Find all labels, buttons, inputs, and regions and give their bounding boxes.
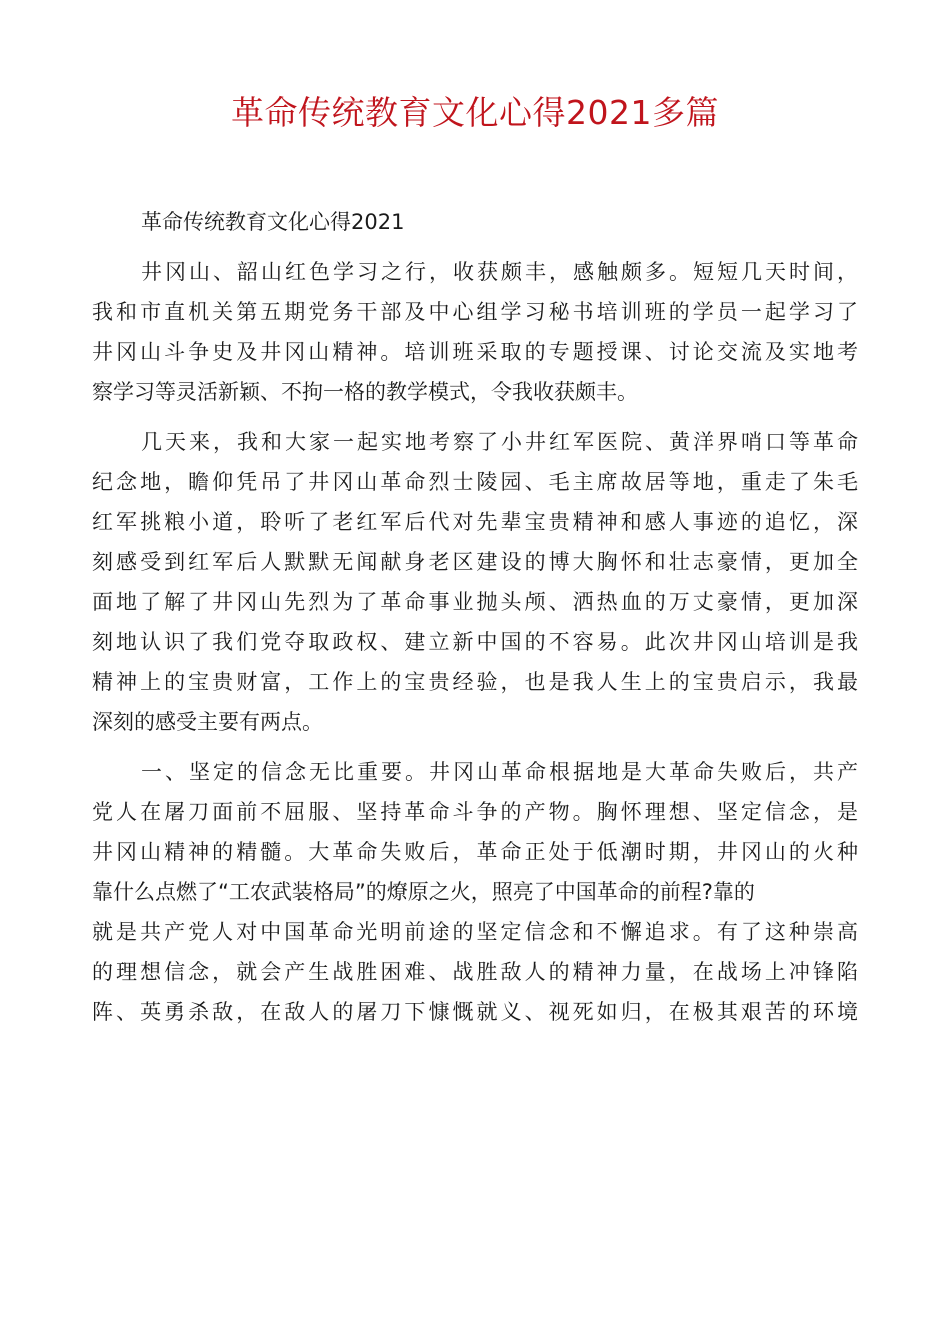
text-line: 我和市直机关第五期党务干部及中心组学习秘书培训班的学员一起学习了: [92, 300, 858, 324]
text-line: 就是共产党人对中国革命光明前途的坚定信念和不懈追求。有了这种崇高: [92, 920, 858, 944]
text-line: 靠什么点燃了“工农武装格局”的燎原之火，照亮了中国革命的前程?靠的: [92, 880, 755, 904]
text-line: 井冈山、韶山红色学习之行，收获颇丰，感触颇多。短短几天时间，: [141, 260, 858, 284]
text-line: 几天来，我和大家一起实地考察了小井红军医院、黄洋界哨口等革命: [141, 430, 858, 454]
text-line: 面地了解了井冈山先烈为了革命事业抛头颅、洒热血的万丈豪情，更加深: [92, 590, 858, 614]
text-line: 的理想信念，就会产生战胜困难、战胜敌人的精神力量，在战场上冲锋陷: [92, 960, 858, 984]
document-subtitle: 革命传统教育文化心得2021: [141, 210, 405, 234]
paragraph-1: [92, 252, 858, 412]
text-line: 一、坚定的信念无比重要。井冈山革命根据地是大革命失败后，共产: [141, 760, 858, 784]
text-line: 红军挑粮小道，聆听了老红军后代对先辈宝贵精神和感人事迹的追忆，深: [92, 510, 858, 534]
text-line: 阵、英勇杀敌，在敌人的屠刀下慷慨就义、视死如归，在极其艰苦的环境: [92, 1000, 858, 1024]
text-line: 刻感受到红军后人默默无闻献身老区建设的博大胸怀和壮志豪情，更加全: [92, 550, 858, 574]
text-line: 察学习等灵活新颖、不拘一格的教学模式，令我收获颇丰。: [92, 380, 638, 404]
text-line: 党人在屠刀面前不屈服、坚持革命斗争的产物。胸怀理想、坚定信念，是: [92, 800, 858, 824]
text-line: 精神上的宝贵财富，工作上的宝贵经验，也是我人生上的宝贵启示，我最: [92, 670, 858, 694]
paragraph-2: [92, 422, 858, 742]
text-line: 纪念地，瞻仰凭吊了井冈山革命烈士陵园、毛主席故居等地，重走了朱毛: [92, 470, 858, 494]
paragraph-3: [92, 752, 858, 1032]
document-title: 革命传统教育文化心得2021多篇: [231, 93, 719, 132]
text-line: 深刻的感受主要有两点。: [92, 710, 323, 734]
text-line: 井冈山精神的精髓。大革命失败后，革命正处于低潮时期，井冈山的火种: [92, 840, 858, 864]
document-body: [92, 202, 858, 1032]
text-line: 井冈山斗争史及井冈山精神。培训班采取的专题授课、讨论交流及实地考: [92, 340, 858, 364]
text-line: 刻地认识了我们党夺取政权、建立新中国的不容易。此次井冈山培训是我: [92, 630, 858, 654]
